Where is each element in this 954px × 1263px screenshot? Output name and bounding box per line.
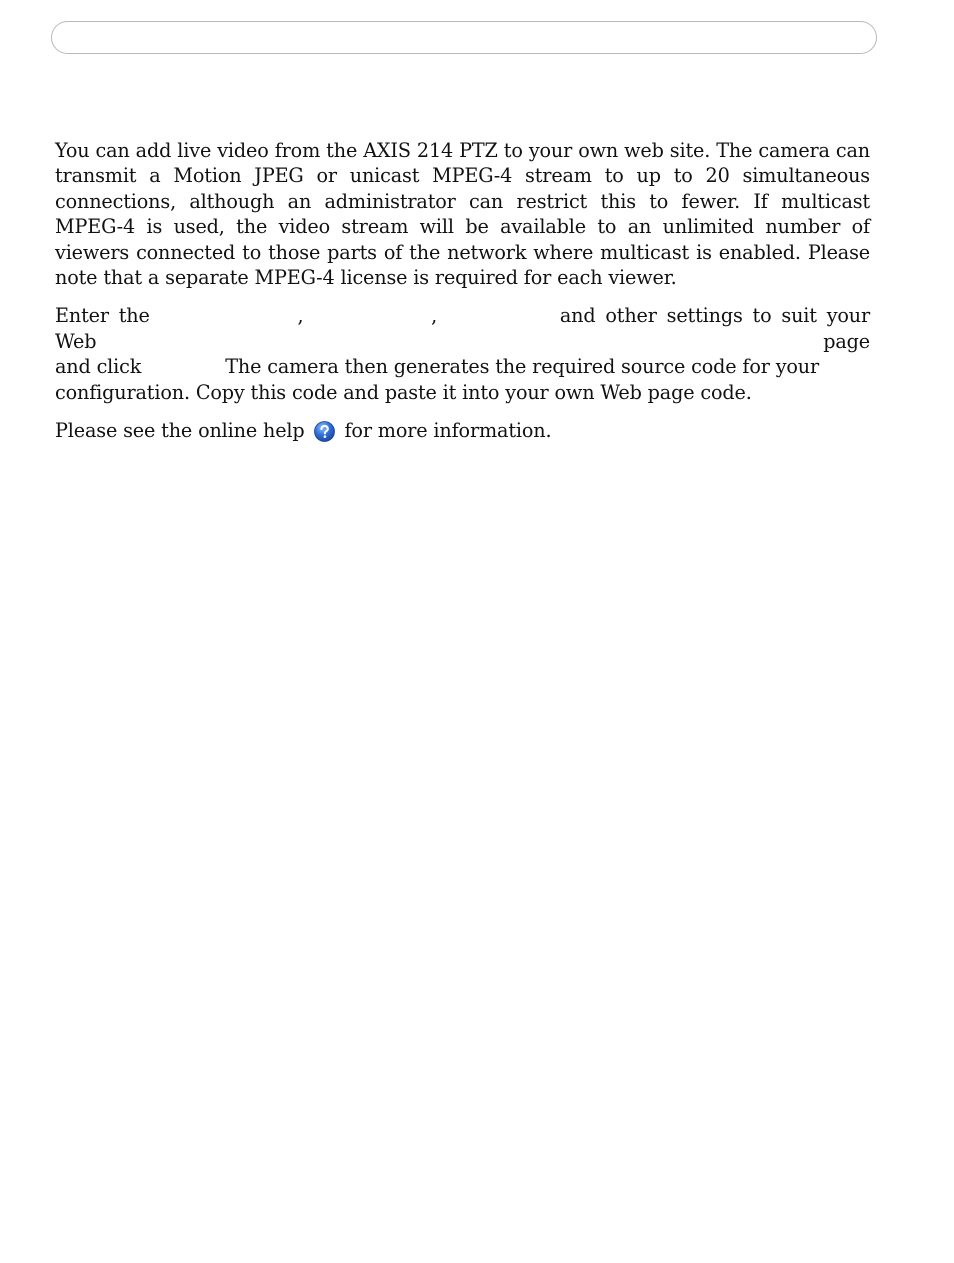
instructions-paragraph (55, 303, 870, 405)
camera-generates-text: The camera then generates the required source code for your (225, 355, 820, 379)
help-after-text: for more information. (344, 419, 552, 443)
instructions-line-3: configuration. Copy this code and paste it into your own Web page code. (55, 380, 752, 404)
comma-2: , (431, 304, 438, 328)
intro-paragraph: You can add live video from the AXIS 214 PTZ to your own web site. The camera can transmit a Motion JPEG or unicast MPEG-4 stream to up to 20 simultaneous connections, although an administrator can restrict this to fewer. If multicast MPEG-4 is used, the video stream will be available to an unlimited number of viewers connected to those parts of the network where multicast is enabled. Please note that a separate MPEG-4 license is required for each viewer. (55, 139, 870, 290)
comma-1: , (297, 304, 304, 328)
other-settings-text: and other settings to suit your Web page (55, 304, 871, 353)
help-paragraph (55, 418, 870, 443)
instructions-line-2 (55, 354, 870, 379)
enter-the-text: Enter the (55, 304, 150, 328)
help-before-text: Please see the online help (55, 419, 305, 443)
header-bar (51, 21, 877, 54)
help-question-icon (314, 421, 335, 442)
page-content (55, 138, 870, 456)
instructions-line-1 (55, 303, 870, 354)
and-click-text: and click (55, 355, 142, 379)
